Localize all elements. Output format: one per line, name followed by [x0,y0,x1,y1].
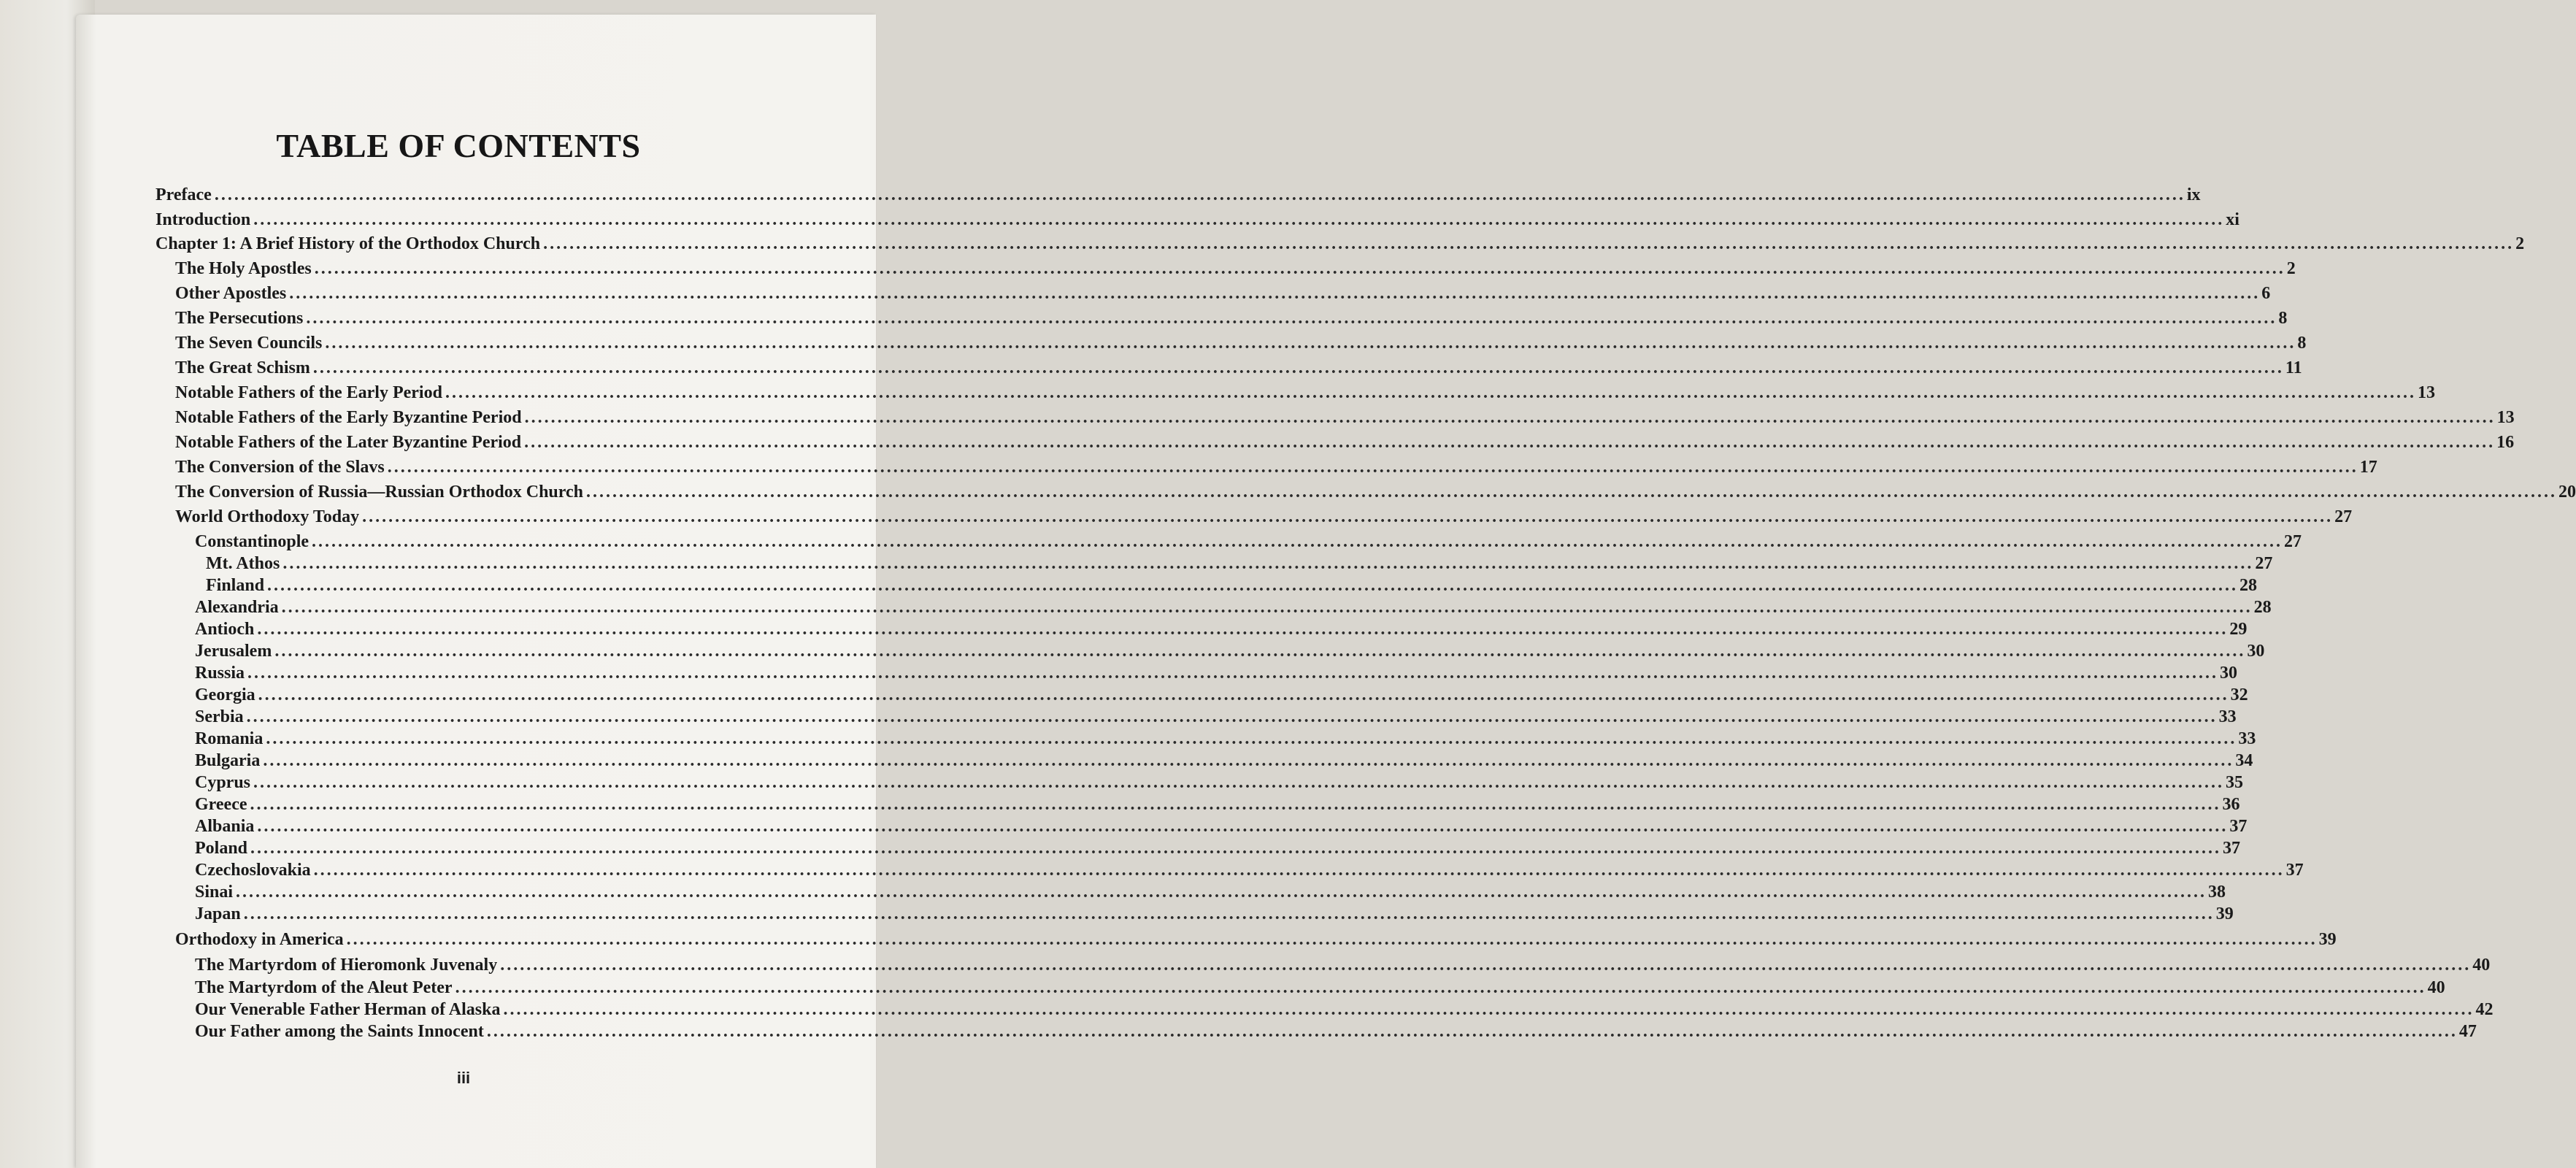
toc-entry [175,283,2271,304]
toc-entry [195,618,2248,640]
toc-entry-title: Alexandria [195,598,279,617]
toc-dot-leader: ............................................................................................................................................................................................................................................................................................................ [253,773,2225,792]
toc-entry [195,794,2240,815]
toc-dot-leader: ............................................................................................................................................................................................................................................................................................................ [543,234,2515,253]
toc-dot-leader: ............................................................................................................................................................................................................................................................................................................ [250,795,2221,814]
toc-entry [195,999,2494,1021]
toc-dot-leader: ............................................................................................................................................................................................................................................................................................................ [282,554,2254,573]
toc-entry-title: Mt. Athos [206,554,280,573]
toc-entry-page: 11 [2285,358,2302,377]
toc-entry-title: Introduction [155,210,251,229]
toc-entry-title: Greece [195,795,247,814]
toc-entry [175,929,2337,950]
toc-entry-title: The Conversion of Russia—Russian Orthodox Church [175,483,583,502]
toc-dot-leader: ............................................................................................................................................................................................................................................................................................................ [312,358,2284,377]
toc-dot-leader: ............................................................................................................................................................................................................................................................................................................ [263,751,2234,770]
toc-dot-leader: ............................................................................................................................................................................................................................................................................................................ [236,883,2207,902]
toc-entry [175,307,2288,329]
toc-entry-page: 30 [2220,664,2238,683]
toc-entry [175,357,2302,379]
toc-entry-page: 8 [2278,309,2288,328]
toc-entry-page: 33 [2218,707,2237,726]
toc-entry-page: 39 [2215,904,2234,923]
toc-entry-page: 13 [2417,383,2435,402]
toc-entry-page: 47 [2458,1022,2477,1041]
toc-entry-page: 37 [2285,861,2304,880]
toc-entry [195,772,2244,794]
toc-entry [175,481,2576,503]
toc-entry-page: 37 [2223,839,2241,858]
toc-dot-leader: ............................................................................................................................................................................................................................................................................................................ [257,620,2229,639]
toc-entry-title: Our Venerable Father Herman of Alaska [195,1000,501,1019]
toc-entry-title: Japan [195,904,241,923]
toc-entry-title: The Martyrdom of Hieromonk Juvenaly [195,956,498,975]
toc-entry-title: Finland [206,576,265,595]
toc-dot-leader: ............................................................................................................................................................................................................................................................................................................ [266,729,2237,748]
toc-dot-leader: ............................................................................................................................................................................................................................................................................................................ [257,817,2229,836]
toc-dot-leader: ............................................................................................................................................................................................................................................................................................................ [246,707,2218,726]
toc-entry-page: 27 [2284,532,2302,551]
toc-entry-page: 42 [2475,1000,2494,1019]
toc-entry-page: 36 [2222,795,2240,814]
toc-entry-title: The Great Schism [175,358,310,377]
toc-entry [195,815,2248,837]
toc-entry-title: The Seven Councils [175,334,323,353]
toc-entry [155,209,2239,231]
toc-entry-page: 37 [2229,817,2248,836]
toc-dot-leader: ............................................................................................................................................................................................................................................................................................................ [503,1000,2475,1019]
toc-entry-page: 40 [2427,978,2445,997]
toc-entry [195,684,2248,706]
toc-entry [206,575,2258,596]
toc-entry-page: 38 [2208,883,2226,902]
toc-dot-leader: ............................................................................................................................................................................................................................................................................................................ [314,259,2285,278]
toc-entry-page: 2 [2515,234,2525,253]
toc-entry-title: Notable Fathers of the Early Byzantine Period [175,408,522,427]
toc-dot-leader: ............................................................................................................................................................................................................................................................................................................ [445,383,2416,402]
toc-entry-page: 29 [2229,620,2248,639]
toc-dot-leader: ............................................................................................................................................................................................................................................................................................................ [325,334,2296,353]
toc-entry-title: Jerusalem [195,642,272,661]
toc-dot-leader: ............................................................................................................................................................................................................................................................................................................ [500,956,2472,975]
toc-entry-page: ix [2186,185,2201,204]
toc-dot-leader: ............................................................................................................................................................................................................................................................................................................ [387,458,2358,477]
toc-entry-title: Bulgaria [195,751,261,770]
toc-entry-title: Poland [195,839,248,858]
toc-entry-title: Cyprus [195,773,251,792]
toc-dot-leader: ............................................................................................................................................................................................................................................................................................................ [524,433,2496,452]
toc-dot-leader: ............................................................................................................................................................................................................................................................................................................ [524,408,2496,427]
toc-entry [195,640,2265,662]
toc-entry [195,1021,2477,1042]
toc-dot-leader: ............................................................................................................................................................................................................................................................................................................ [486,1022,2458,1041]
toc-entry [175,258,2296,280]
toc-entry [195,662,2238,684]
toc-entry [155,184,2201,206]
toc-entry-page: 40 [2472,956,2491,975]
toc-entry-page: 27 [2334,507,2353,526]
page-title: TABLE OF CONTENTS [276,127,641,164]
toc-entry-page: 16 [2496,433,2515,452]
toc-entry-title: Orthodoxy in America [175,930,344,949]
toc-dot-leader: ............................................................................................................................................................................................................................................................................................................ [250,839,2222,858]
toc-dot-leader: ............................................................................................................................................................................................................................................................................................................ [289,284,2261,303]
toc-entry-title: The Holy Apostles [175,259,312,278]
toc-entry-title: World Orthodoxy Today [175,507,360,526]
toc-dot-leader: ............................................................................................................................................................................................................................................................................................................ [243,904,2215,923]
toc-dot-leader: ............................................................................................................................................................................................................................................................................................................ [586,483,2557,502]
toc-entry [195,837,2241,859]
toc-entry [175,407,2515,429]
toc-entry [195,728,2256,750]
toc-entry [195,977,2445,999]
toc-entry-title: Georgia [195,685,255,704]
toc-dot-leader: ............................................................................................................................................................................................................................................................................................................ [267,576,2239,595]
toc-entry-page: 28 [2239,576,2258,595]
toc-dot-leader: ............................................................................................................................................................................................................................................................................................................ [258,685,2229,704]
toc-dot-leader: ............................................................................................................................................................................................................................................................................................................ [312,532,2283,551]
toc-entry-title: Romania [195,729,264,748]
toc-entry-title: Notable Fathers of the Early Period [175,383,442,402]
toc-entry-title: The Conversion of the Slavs [175,458,385,477]
toc-entry [195,954,2491,976]
toc-entry [206,553,2273,575]
toc-dot-leader: ............................................................................................................................................................................................................................................................................................................ [247,664,2219,683]
toc-entry-title: The Martyrdom of the Aleut Peter [195,978,453,997]
toc-entry-page: 27 [2255,554,2273,573]
toc-entry-title: The Persecutions [175,309,304,328]
toc-dot-leader: ............................................................................................................................................................................................................................................................................................................ [281,598,2253,617]
toc-dot-leader: ............................................................................................................................................................................................................................................................................................................ [274,642,2246,661]
toc-entry-page: xi [2226,210,2239,229]
toc-entry-page: 6 [2261,284,2271,303]
toc-dot-leader: ............................................................................................................................................................................................................................................................................................................ [346,930,2318,949]
toc-entry [195,881,2226,903]
toc-entry-title: Antioch [195,620,255,639]
toc-entry-page: 30 [2247,642,2265,661]
toc-entry-title: Serbia [195,707,244,726]
toc-entry [155,233,2525,255]
toc-entry-title: Russia [195,664,245,683]
toc-entry [195,903,2234,925]
toc-entry-page: 33 [2238,729,2256,748]
toc-entry-page: 17 [2359,458,2377,477]
toc-dot-leader: ............................................................................................................................................................................................................................................................................................................ [306,309,2277,328]
page-number: iii [456,1069,471,1087]
toc-entry-title: Notable Fathers of the Later Byzantine Period [175,433,522,452]
toc-entry-page: 20 [2558,483,2576,502]
toc-entry [195,859,2304,881]
toc-entry-page: 28 [2253,598,2272,617]
toc-dot-leader: ............................................................................................................................................................................................................................................................................................................ [214,185,2185,204]
toc-entry-title: Albania [195,817,255,836]
toc-entry-page: 32 [2230,685,2248,704]
toc-entry [175,431,2515,453]
toc-entry [195,531,2302,553]
toc-entry [195,596,2272,618]
toc-entry [175,456,2377,478]
toc-entry-page: 8 [2297,334,2307,353]
toc-entry-title: Constantinople [195,532,309,551]
toc-entry-title: Sinai [195,883,234,902]
toc-entry-title: Preface [155,185,212,204]
toc-entry [175,332,2307,354]
toc-entry-page: 34 [2235,751,2253,770]
toc-dot-leader: ............................................................................................................................................................................................................................................................................................................ [253,210,2225,229]
toc-entry [195,706,2237,728]
toc-dot-leader: ............................................................................................................................................................................................................................................................................................................ [455,978,2426,997]
toc-entry [195,750,2253,772]
toc-entry-title: Our Father among the Saints Innocent [195,1022,484,1041]
toc-dot-leader: ............................................................................................................................................................................................................................................................................................................ [313,861,2285,880]
toc-entry-page: 35 [2226,773,2244,792]
toc-entry-page: 2 [2286,259,2296,278]
toc-entry-title: Czechoslovakia [195,861,311,880]
toc-entry-page: 13 [2496,408,2515,427]
toc-entry-page: 39 [2318,930,2337,949]
toc-entry-title: Other Apostles [175,284,287,303]
toc-dot-leader: ............................................................................................................................................................................................................................................................................................................ [362,507,2334,526]
toc-entry-title: Chapter 1: A Brief History of the Orthodox Church [155,234,541,253]
toc-entry [175,506,2353,528]
toc-entry [175,382,2435,404]
